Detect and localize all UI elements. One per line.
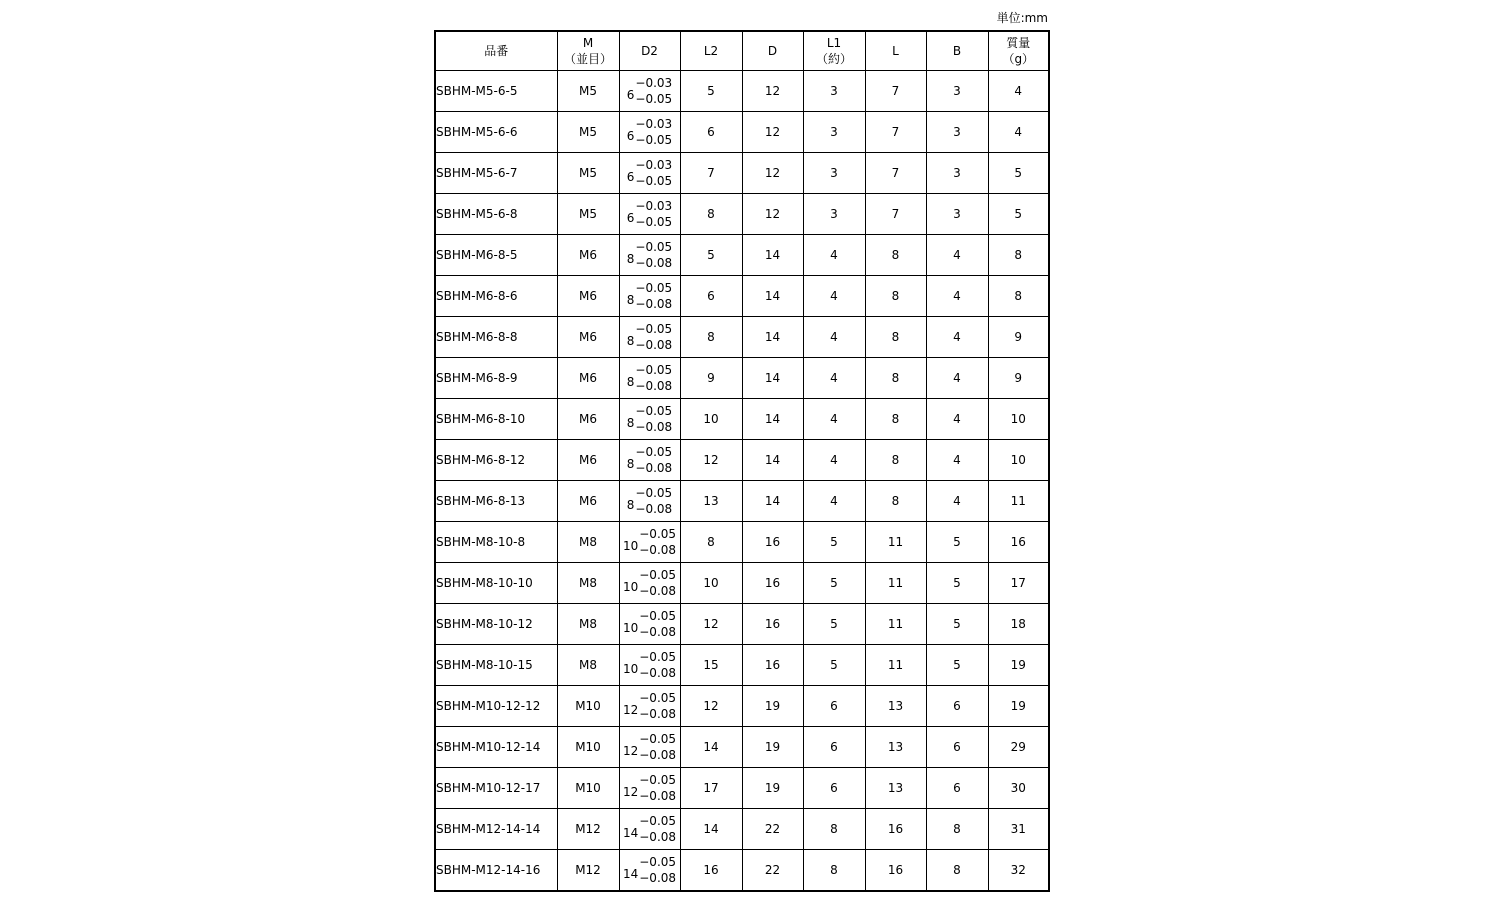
d2-upper-tolerance: −0.05	[639, 609, 677, 623]
table-row	[435, 71, 1049, 112]
d2-nominal: 10	[622, 539, 639, 553]
table-row	[435, 686, 1049, 727]
cell-m: M5	[557, 153, 619, 194]
d2-upper-tolerance: −0.05	[635, 322, 673, 336]
cell-mass: 10	[988, 440, 1049, 481]
cell-l2: 14	[680, 809, 742, 850]
cell-d: 16	[742, 563, 803, 604]
d2-lower-tolerance: −0.08	[639, 748, 677, 762]
cell-d: 14	[742, 399, 803, 440]
cell-l: 7	[865, 112, 926, 153]
cell-part-no: SBHM-M8-10-15	[435, 645, 557, 686]
cell-l1: 3	[803, 194, 865, 235]
cell-d2	[619, 563, 680, 604]
d2-upper-tolerance: −0.05	[639, 855, 677, 869]
d2-nominal: 14	[622, 867, 639, 881]
cell-b: 5	[926, 563, 988, 604]
cell-d: 14	[742, 235, 803, 276]
cell-m: M8	[557, 563, 619, 604]
d2-nominal: 12	[622, 703, 639, 717]
cell-l2: 8	[680, 194, 742, 235]
cell-mass: 10	[988, 399, 1049, 440]
cell-l2: 12	[680, 440, 742, 481]
table-row	[435, 358, 1049, 399]
cell-part-no: SBHM-M5-6-8	[435, 194, 557, 235]
cell-mass: 19	[988, 686, 1049, 727]
cell-l: 8	[865, 481, 926, 522]
cell-d2	[619, 399, 680, 440]
cell-l: 7	[865, 153, 926, 194]
cell-m: M10	[557, 768, 619, 809]
d2-lower-tolerance: −0.08	[635, 256, 673, 270]
cell-mass: 9	[988, 317, 1049, 358]
col-part-no: 品番	[435, 31, 557, 71]
cell-part-no: SBHM-M12-14-16	[435, 850, 557, 892]
cell-b: 3	[926, 71, 988, 112]
cell-l2: 10	[680, 399, 742, 440]
cell-m: M6	[557, 481, 619, 522]
cell-l1: 3	[803, 71, 865, 112]
cell-l1: 4	[803, 399, 865, 440]
cell-mass: 29	[988, 727, 1049, 768]
cell-l2: 6	[680, 112, 742, 153]
cell-d: 16	[742, 522, 803, 563]
cell-l: 11	[865, 522, 926, 563]
d2-upper-tolerance: −0.03	[635, 158, 673, 172]
cell-part-no: SBHM-M5-6-6	[435, 112, 557, 153]
d2-upper-tolerance: −0.05	[639, 568, 677, 582]
d2-upper-tolerance: −0.05	[639, 527, 677, 541]
cell-m: M6	[557, 317, 619, 358]
cell-l1: 8	[803, 809, 865, 850]
cell-m: M6	[557, 276, 619, 317]
cell-d: 12	[742, 112, 803, 153]
cell-b: 4	[926, 276, 988, 317]
spec-table	[434, 30, 1050, 892]
d2-upper-tolerance: −0.03	[635, 199, 673, 213]
d2-nominal: 8	[626, 252, 635, 266]
d2-lower-tolerance: −0.08	[635, 502, 673, 516]
table-row	[435, 604, 1049, 645]
cell-l: 8	[865, 317, 926, 358]
cell-d2	[619, 235, 680, 276]
d2-upper-tolerance: −0.03	[635, 117, 673, 131]
cell-part-no: SBHM-M5-6-5	[435, 71, 557, 112]
cell-b: 5	[926, 604, 988, 645]
d2-lower-tolerance: −0.05	[635, 133, 673, 147]
cell-b: 3	[926, 112, 988, 153]
d2-nominal: 6	[626, 129, 635, 143]
table-row	[435, 850, 1049, 892]
cell-d2	[619, 317, 680, 358]
cell-d2	[619, 194, 680, 235]
d2-upper-tolerance: −0.05	[639, 691, 677, 705]
cell-l2: 12	[680, 604, 742, 645]
cell-l1: 3	[803, 153, 865, 194]
d2-upper-tolerance: −0.05	[639, 650, 677, 664]
d2-nominal: 10	[622, 580, 639, 594]
cell-d: 19	[742, 686, 803, 727]
d2-nominal: 6	[626, 170, 635, 184]
cell-d2	[619, 153, 680, 194]
cell-d2	[619, 727, 680, 768]
cell-m: M8	[557, 645, 619, 686]
cell-b: 4	[926, 440, 988, 481]
cell-l1: 5	[803, 645, 865, 686]
cell-l: 8	[865, 276, 926, 317]
cell-l: 16	[865, 850, 926, 892]
cell-l1: 4	[803, 235, 865, 276]
cell-l2: 12	[680, 686, 742, 727]
cell-b: 4	[926, 399, 988, 440]
table-row	[435, 522, 1049, 563]
cell-l2: 15	[680, 645, 742, 686]
cell-l1: 5	[803, 604, 865, 645]
d2-lower-tolerance: −0.08	[639, 666, 677, 680]
cell-l: 13	[865, 727, 926, 768]
cell-part-no: SBHM-M5-6-7	[435, 153, 557, 194]
cell-m: M6	[557, 235, 619, 276]
cell-d: 14	[742, 440, 803, 481]
table-row	[435, 563, 1049, 604]
d2-nominal: 8	[626, 334, 635, 348]
cell-m: M6	[557, 358, 619, 399]
cell-b: 6	[926, 768, 988, 809]
table-row	[435, 194, 1049, 235]
d2-lower-tolerance: −0.08	[635, 297, 673, 311]
d2-upper-tolerance: −0.05	[635, 445, 673, 459]
cell-mass: 4	[988, 71, 1049, 112]
col-l1: L1 （約）	[803, 31, 865, 71]
cell-m: M8	[557, 522, 619, 563]
cell-part-no: SBHM-M10-12-14	[435, 727, 557, 768]
cell-l: 11	[865, 604, 926, 645]
cell-m: M5	[557, 112, 619, 153]
cell-mass: 9	[988, 358, 1049, 399]
cell-b: 6	[926, 727, 988, 768]
d2-nominal: 8	[626, 293, 635, 307]
cell-part-no: SBHM-M6-8-10	[435, 399, 557, 440]
col-d2: D2	[619, 31, 680, 71]
cell-b: 8	[926, 809, 988, 850]
cell-d: 14	[742, 358, 803, 399]
cell-l1: 4	[803, 276, 865, 317]
table-row	[435, 768, 1049, 809]
cell-mass: 32	[988, 850, 1049, 892]
cell-l1: 6	[803, 768, 865, 809]
d2-nominal: 6	[626, 88, 635, 102]
cell-l: 8	[865, 235, 926, 276]
header-row	[435, 31, 1049, 71]
cell-b: 4	[926, 317, 988, 358]
cell-d: 19	[742, 768, 803, 809]
cell-l2: 8	[680, 317, 742, 358]
cell-b: 5	[926, 645, 988, 686]
cell-l2: 13	[680, 481, 742, 522]
d2-nominal: 10	[622, 621, 639, 635]
cell-mass: 4	[988, 112, 1049, 153]
d2-lower-tolerance: −0.08	[639, 871, 677, 885]
cell-d: 14	[742, 481, 803, 522]
d2-nominal: 6	[626, 211, 635, 225]
cell-mass: 19	[988, 645, 1049, 686]
table-row	[435, 317, 1049, 358]
cell-part-no: SBHM-M8-10-10	[435, 563, 557, 604]
cell-part-no: SBHM-M8-10-8	[435, 522, 557, 563]
cell-mass: 18	[988, 604, 1049, 645]
d2-nominal: 8	[626, 375, 635, 389]
cell-b: 4	[926, 358, 988, 399]
cell-mass: 16	[988, 522, 1049, 563]
d2-nominal: 8	[626, 498, 635, 512]
cell-mass: 31	[988, 809, 1049, 850]
cell-mass: 8	[988, 235, 1049, 276]
cell-l: 8	[865, 358, 926, 399]
cell-m: M12	[557, 850, 619, 892]
d2-lower-tolerance: −0.08	[639, 830, 677, 844]
cell-b: 4	[926, 235, 988, 276]
col-d: D	[742, 31, 803, 71]
cell-d: 16	[742, 604, 803, 645]
cell-d2	[619, 768, 680, 809]
table-row	[435, 399, 1049, 440]
cell-l2: 16	[680, 850, 742, 892]
cell-l1: 6	[803, 686, 865, 727]
cell-m: M10	[557, 727, 619, 768]
cell-l: 7	[865, 71, 926, 112]
cell-d2	[619, 809, 680, 850]
cell-d2	[619, 71, 680, 112]
cell-part-no: SBHM-M6-8-13	[435, 481, 557, 522]
cell-b: 3	[926, 194, 988, 235]
cell-m: M6	[557, 440, 619, 481]
cell-mass: 17	[988, 563, 1049, 604]
cell-l1: 8	[803, 850, 865, 892]
cell-l: 7	[865, 194, 926, 235]
d2-lower-tolerance: −0.08	[635, 461, 673, 475]
cell-part-no: SBHM-M8-10-12	[435, 604, 557, 645]
table-row	[435, 153, 1049, 194]
cell-d: 14	[742, 276, 803, 317]
unit-label: 単位:mm	[996, 11, 1048, 25]
d2-lower-tolerance: −0.08	[639, 789, 677, 803]
cell-l2: 5	[680, 235, 742, 276]
col-mass: 質量 （g）	[988, 31, 1049, 71]
d2-lower-tolerance: −0.08	[639, 543, 677, 557]
col-m: M （並目）	[557, 31, 619, 71]
cell-l: 13	[865, 768, 926, 809]
d2-lower-tolerance: −0.08	[639, 625, 677, 639]
cell-d2	[619, 850, 680, 892]
cell-part-no: SBHM-M6-8-12	[435, 440, 557, 481]
table-row	[435, 440, 1049, 481]
cell-l1: 3	[803, 112, 865, 153]
cell-mass: 30	[988, 768, 1049, 809]
cell-l1: 5	[803, 563, 865, 604]
d2-upper-tolerance: −0.05	[639, 732, 677, 746]
col-b: B	[926, 31, 988, 71]
cell-l2: 17	[680, 768, 742, 809]
cell-mass: 8	[988, 276, 1049, 317]
cell-d2	[619, 522, 680, 563]
cell-b: 3	[926, 153, 988, 194]
cell-d: 14	[742, 317, 803, 358]
cell-m: M8	[557, 604, 619, 645]
cell-mass: 5	[988, 153, 1049, 194]
cell-d: 12	[742, 194, 803, 235]
cell-b: 6	[926, 686, 988, 727]
cell-part-no: SBHM-M6-8-9	[435, 358, 557, 399]
table-row	[435, 112, 1049, 153]
table-row	[435, 276, 1049, 317]
table-row	[435, 727, 1049, 768]
d2-upper-tolerance: −0.05	[639, 814, 677, 828]
d2-upper-tolerance: −0.05	[639, 773, 677, 787]
cell-d: 19	[742, 727, 803, 768]
cell-l2: 7	[680, 153, 742, 194]
d2-lower-tolerance: −0.08	[635, 338, 673, 352]
cell-l: 13	[865, 686, 926, 727]
cell-l: 11	[865, 563, 926, 604]
cell-l1: 4	[803, 358, 865, 399]
cell-l: 11	[865, 645, 926, 686]
table-row	[435, 481, 1049, 522]
cell-m: M12	[557, 809, 619, 850]
cell-d2	[619, 481, 680, 522]
cell-b: 5	[926, 522, 988, 563]
d2-lower-tolerance: −0.08	[639, 707, 677, 721]
cell-l1: 4	[803, 317, 865, 358]
cell-l1: 4	[803, 481, 865, 522]
cell-l1: 4	[803, 440, 865, 481]
cell-l: 16	[865, 809, 926, 850]
cell-part-no: SBHM-M10-12-17	[435, 768, 557, 809]
d2-nominal: 12	[622, 744, 639, 758]
cell-l2: 8	[680, 522, 742, 563]
cell-d: 22	[742, 850, 803, 892]
cell-d: 12	[742, 71, 803, 112]
cell-d2	[619, 440, 680, 481]
d2-nominal: 8	[626, 457, 635, 471]
cell-d2	[619, 276, 680, 317]
cell-mass: 11	[988, 481, 1049, 522]
cell-m: M5	[557, 194, 619, 235]
d2-nominal: 12	[622, 785, 639, 799]
d2-upper-tolerance: −0.05	[635, 240, 673, 254]
cell-part-no: SBHM-M6-8-6	[435, 276, 557, 317]
table-row	[435, 645, 1049, 686]
cell-b: 4	[926, 481, 988, 522]
d2-lower-tolerance: −0.05	[635, 174, 673, 188]
d2-upper-tolerance: −0.05	[635, 363, 673, 377]
table-row	[435, 235, 1049, 276]
d2-upper-tolerance: −0.05	[635, 486, 673, 500]
d2-lower-tolerance: −0.08	[635, 379, 673, 393]
cell-d2	[619, 645, 680, 686]
d2-nominal: 8	[626, 416, 635, 430]
cell-d2	[619, 112, 680, 153]
col-l: L	[865, 31, 926, 71]
cell-l2: 5	[680, 71, 742, 112]
cell-d: 16	[742, 645, 803, 686]
table-body	[435, 71, 1049, 892]
cell-part-no: SBHM-M6-8-8	[435, 317, 557, 358]
cell-d2	[619, 358, 680, 399]
d2-lower-tolerance: −0.05	[635, 215, 673, 229]
cell-m: M6	[557, 399, 619, 440]
cell-d: 22	[742, 809, 803, 850]
d2-upper-tolerance: −0.03	[635, 76, 673, 90]
cell-l2: 10	[680, 563, 742, 604]
cell-part-no: SBHM-M10-12-12	[435, 686, 557, 727]
table-row	[435, 809, 1049, 850]
cell-l2: 6	[680, 276, 742, 317]
d2-upper-tolerance: −0.05	[635, 404, 673, 418]
cell-m: M5	[557, 71, 619, 112]
col-l2: L2	[680, 31, 742, 71]
cell-l1: 5	[803, 522, 865, 563]
cell-d2	[619, 604, 680, 645]
cell-mass: 5	[988, 194, 1049, 235]
cell-part-no: SBHM-M12-14-14	[435, 809, 557, 850]
cell-part-no: SBHM-M6-8-5	[435, 235, 557, 276]
cell-l1: 6	[803, 727, 865, 768]
cell-d2	[619, 686, 680, 727]
cell-d: 12	[742, 153, 803, 194]
cell-l: 8	[865, 440, 926, 481]
d2-upper-tolerance: −0.05	[635, 281, 673, 295]
cell-m: M10	[557, 686, 619, 727]
cell-l: 8	[865, 399, 926, 440]
cell-l2: 14	[680, 727, 742, 768]
cell-b: 8	[926, 850, 988, 892]
d2-lower-tolerance: −0.08	[639, 584, 677, 598]
d2-nominal: 14	[622, 826, 639, 840]
cell-l2: 9	[680, 358, 742, 399]
d2-nominal: 10	[622, 662, 639, 676]
d2-lower-tolerance: −0.08	[635, 420, 673, 434]
d2-lower-tolerance: −0.05	[635, 92, 673, 106]
